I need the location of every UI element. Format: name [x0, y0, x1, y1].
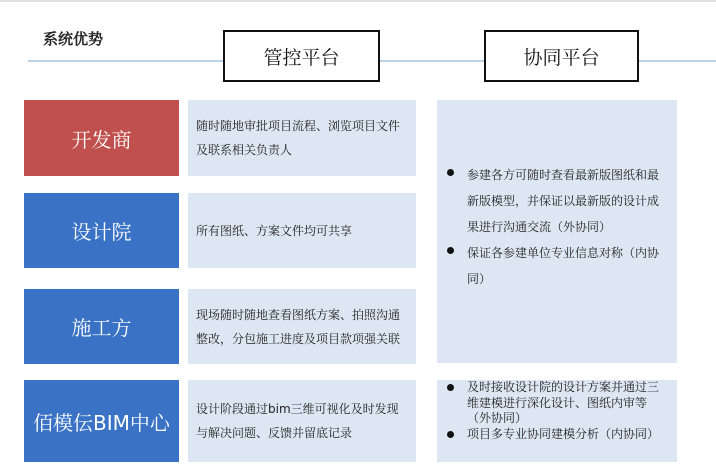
bullet-icon — [447, 384, 454, 391]
list-item — [437, 380, 667, 427]
collab-top-list — [437, 162, 667, 292]
section-title: 系统优势 — [43, 30, 104, 48]
collab-panel-top — [437, 100, 677, 363]
role-developer: 开发商 — [24, 100, 179, 176]
collab-panel-bottom — [437, 380, 677, 462]
role-construction: 施工方 — [24, 289, 179, 364]
collab-top-item-2: 保证各参建单位专业信息对称（内协同） — [467, 246, 660, 286]
list-item — [437, 240, 667, 292]
collab-bottom-item-1: 及时接收设计院的设计方案并通过三维建模进行深化设计、图纸内审等（外协同） — [467, 380, 660, 425]
bullet-icon — [447, 431, 454, 438]
top-border — [0, 0, 716, 2]
collab-top-item-1: 参建各方可随时查看最新版图纸和最新版模型，并保证以最新版的设计成果进行沟通交流（外协同） — [467, 168, 660, 234]
collab-bottom-item-2: 项目多专业协同建模分析（内协同） — [467, 426, 660, 441]
desc-design-institute-text: 所有图纸、方案文件均可共享 — [196, 223, 353, 238]
list-item — [437, 427, 667, 443]
desc-design-institute — [188, 193, 416, 268]
header-management-platform: 管控平台 — [223, 30, 380, 82]
desc-bim-center-text: 设计阶段通过bim三维可视化及时发现与解决问题、反馈并留底记录 — [196, 402, 399, 440]
header-collaboration-platform: 协同平台 — [484, 30, 639, 82]
collab-bottom-list — [437, 380, 667, 442]
role-design-institute: 设计院 — [24, 193, 179, 268]
desc-construction-text: 现场随时随地查看图纸方案、拍照沟通整改，分包施工进度及项目款项强关联 — [196, 307, 401, 346]
desc-construction — [188, 289, 416, 364]
desc-developer-text: 随时随地审批项目流程、浏览项目文件及联系相关负责人 — [196, 119, 401, 157]
list-item — [437, 162, 667, 240]
bullet-icon — [447, 169, 454, 176]
bullet-icon — [447, 247, 454, 254]
desc-developer — [188, 100, 416, 176]
role-bim-center: 佰模伝BIM中心 — [24, 380, 179, 462]
desc-bim-center — [188, 380, 416, 462]
